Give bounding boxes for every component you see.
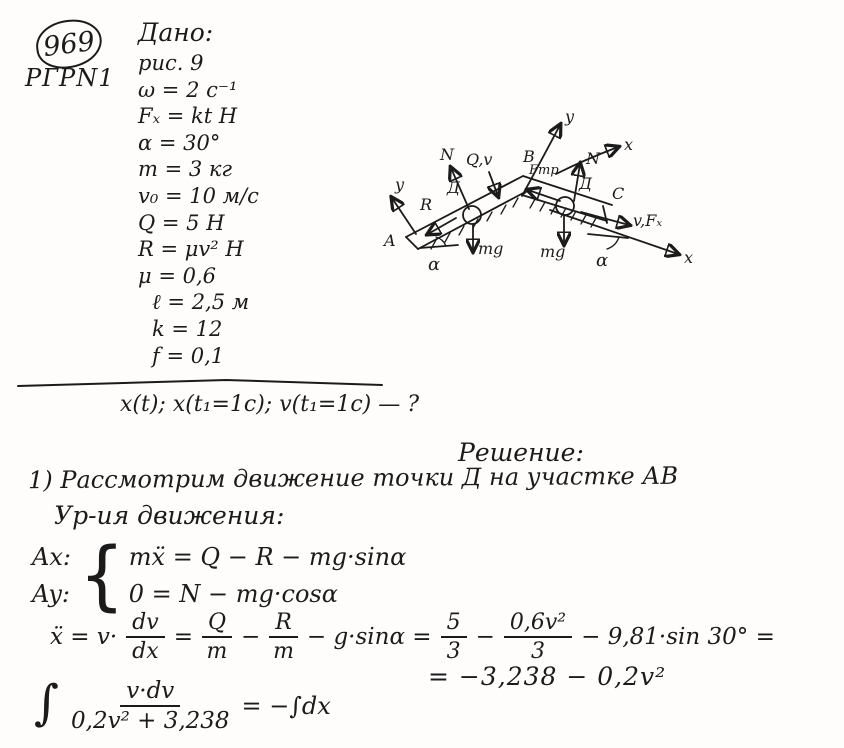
force-r-label: R — [420, 195, 433, 214]
slider-d-right-label: Д — [579, 174, 593, 193]
integral-sign: ∫ — [34, 675, 60, 732]
given-item: μ = 0,6 — [138, 263, 216, 288]
accel-term-5: − — [475, 624, 495, 651]
given-item: v₀ = 10 м/с — [138, 183, 259, 208]
fraction-numerator: dv — [126, 610, 165, 638]
fraction-dv-dx — [126, 610, 165, 665]
work-label: РГРN1 — [25, 64, 115, 92]
given-item: f = 0,1 — [152, 343, 225, 368]
fraction-q-m — [202, 610, 232, 665]
axis-y-right-label: y — [565, 107, 575, 126]
axis-y-left-arrow — [392, 198, 416, 234]
given-item: R = μv² Н — [138, 237, 244, 262]
fraction-denominator: m — [206, 639, 228, 665]
given-item: k = 12 — [152, 316, 223, 341]
projection-label-ay: Ay: — [32, 580, 71, 608]
system-equations — [129, 543, 407, 608]
accel-term-2: = — [173, 624, 193, 651]
find-line: x(t); x(t₁=1c); v(t₁=1c) — ? — [120, 392, 419, 417]
force-friction-label: Fтр — [529, 163, 559, 178]
axis-y-left-label: y — [395, 175, 405, 194]
given-separator-line — [14, 376, 386, 390]
fraction-numerator: 5 — [441, 610, 467, 638]
integral-equation — [34, 675, 331, 735]
acceleration-result: = −3,238 − 0,2v² — [428, 662, 667, 691]
accel-term-6: − 9,81·sin 30° = — [581, 624, 775, 651]
projection-label-ax: Ax: — [32, 543, 71, 571]
ramp-right-top-edge — [523, 176, 612, 205]
given-item: ω = 2 с⁻¹ — [138, 77, 238, 102]
fraction-denominator: 0,2v² + 3,238 — [71, 708, 230, 735]
fraction-06v2-3 — [504, 610, 572, 665]
given-title: Дано: — [138, 18, 214, 47]
slider-d-left — [463, 206, 481, 224]
given-block — [138, 18, 259, 369]
mechanics-figure — [376, 98, 708, 290]
force-n-right-label: N — [586, 149, 600, 168]
point-a-label: A — [384, 231, 396, 250]
force-mg-left-label: mg — [478, 239, 504, 258]
solution-step1: 1) Рассмотрим движение точки Д на участке АВ — [27, 461, 679, 495]
given-item: рис. 9 — [138, 51, 204, 75]
force-n-left-label: N — [440, 145, 454, 164]
alpha-right-label: α — [596, 250, 609, 271]
axis-x-bottom-label: x — [684, 248, 694, 267]
velocity-fx-label: v,Fₓ — [633, 211, 663, 230]
given-item: α = 30° — [138, 130, 221, 155]
force-friction-arrow — [528, 190, 560, 201]
fraction-integrand — [71, 678, 230, 735]
accel-term-3: − — [241, 624, 261, 651]
given-item: ℓ = 2,5 м — [152, 290, 250, 315]
point-c-label: C — [612, 184, 625, 203]
equation-ay: 0 = N − mg·cosα — [128, 580, 338, 608]
equation-ax: mẍ = Q − R − mg·sinα — [128, 543, 407, 571]
accel-term-1: ẍ = v· — [50, 624, 118, 651]
fraction-numerator: v·dv — [120, 678, 180, 707]
acceleration-equation — [50, 610, 775, 665]
slider-d-left-label: Д — [447, 178, 461, 197]
fraction-denominator: 3 — [530, 639, 545, 665]
accel-term-4: − g·sinα = — [306, 624, 432, 651]
fraction-numerator: Q — [202, 610, 232, 638]
equation-system — [32, 530, 407, 620]
point-b-label: B — [523, 147, 535, 166]
solution-title: Решение: — [458, 438, 584, 467]
fraction-denominator: 3 — [446, 639, 461, 665]
given-item: Q = 5 Н — [138, 210, 225, 235]
alpha-right-arc — [607, 237, 619, 249]
given-item: Fₓ = kt Н — [138, 104, 238, 129]
integral-rhs: = −∫dx — [241, 692, 331, 721]
axis-x-top-label: x — [624, 135, 634, 154]
fraction-5-3 — [441, 610, 467, 665]
ramp-left-end-cap — [406, 237, 418, 249]
equations-heading: Ур-ия движения: — [54, 501, 285, 530]
force-mg-right-label: mg — [540, 242, 566, 261]
fraction-numerator: 0,6v² — [504, 610, 572, 638]
fraction-r-m — [269, 610, 298, 665]
given-item: m = 3 кг — [138, 157, 233, 182]
fraction-denominator: dx — [132, 639, 159, 665]
problem-number: 969 — [41, 25, 97, 63]
force-qv-label: Q,v — [466, 150, 493, 169]
projection-labels — [32, 543, 71, 608]
system-brace: { — [78, 530, 125, 620]
fraction-denominator: m — [273, 639, 295, 665]
fraction-numerator: R — [269, 610, 298, 638]
alpha-left-label: α — [428, 254, 441, 275]
